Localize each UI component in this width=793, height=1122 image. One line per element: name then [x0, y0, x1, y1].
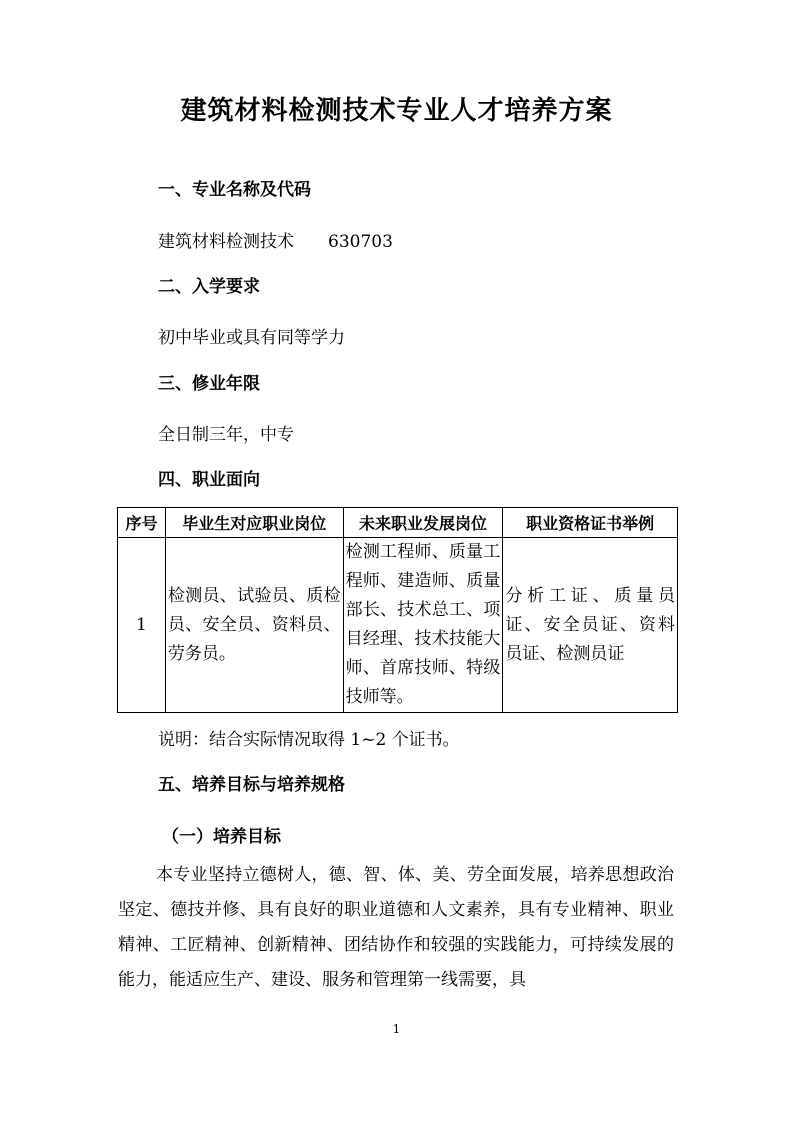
cell-future: 检测工程师、质量工程师、建造师、质量部长、技术总工、项目经理、技术技能大师、首席技师、特级技师等。 [343, 538, 503, 713]
header-positions: 毕业生对应职业岗位 [165, 508, 343, 538]
header-certificates: 职业资格证书举例 [503, 508, 678, 538]
major-name: 建筑材料检测技术 [158, 232, 294, 252]
career-table [117, 507, 678, 713]
cell-seq: 1 [118, 538, 166, 713]
goal-paragraph: 本专业坚持立德树人，德、智、体、美、劳全面发展，培养思想政治坚定、德技并修、具有良好的职业道德和人文素养，具有专业精神、职业精神、工匠精神、创新精神、团结协作和较强的实践能力，可持续发展的能力，能适应生产、建设、服务和管理第一线需要，具 [118, 865, 674, 990]
header-seq: 序号 [118, 508, 166, 538]
page-number: 1 [392, 1022, 401, 1036]
section-heading-objectives: 五、培养目标与培养规格 [158, 775, 345, 795]
section-heading-major-name: 一、专业名称及代码 [158, 180, 311, 200]
page-title: 建筑材料检测技术专业人才培养方案 [180, 96, 613, 126]
admission-text: 初中毕业或具有同等学力 [158, 328, 345, 348]
major-code: 630703 [328, 232, 393, 252]
duration-text: 全日制三年，中专 [158, 425, 294, 445]
section-heading-admission: 二、入学要求 [158, 277, 260, 297]
subsection-heading-goal: （一）培养目标 [162, 827, 281, 847]
section-heading-duration: 三、修业年限 [158, 374, 260, 394]
cell-positions: 检测员、试验员、质检员、安全员、资料员、劳务员。 [165, 538, 343, 713]
cell-certificates: 分析工证、质量员证、安全员证、资料员证、检测员证 [503, 538, 678, 713]
table-header-row [118, 508, 678, 538]
major-name-line [158, 227, 393, 252]
header-future: 未来职业发展岗位 [343, 508, 503, 538]
table-note: 说明：结合实际情况取得 1~2 个证书。 [158, 730, 460, 750]
table-row [118, 538, 678, 713]
section-heading-career: 四、职业面向 [158, 470, 260, 490]
